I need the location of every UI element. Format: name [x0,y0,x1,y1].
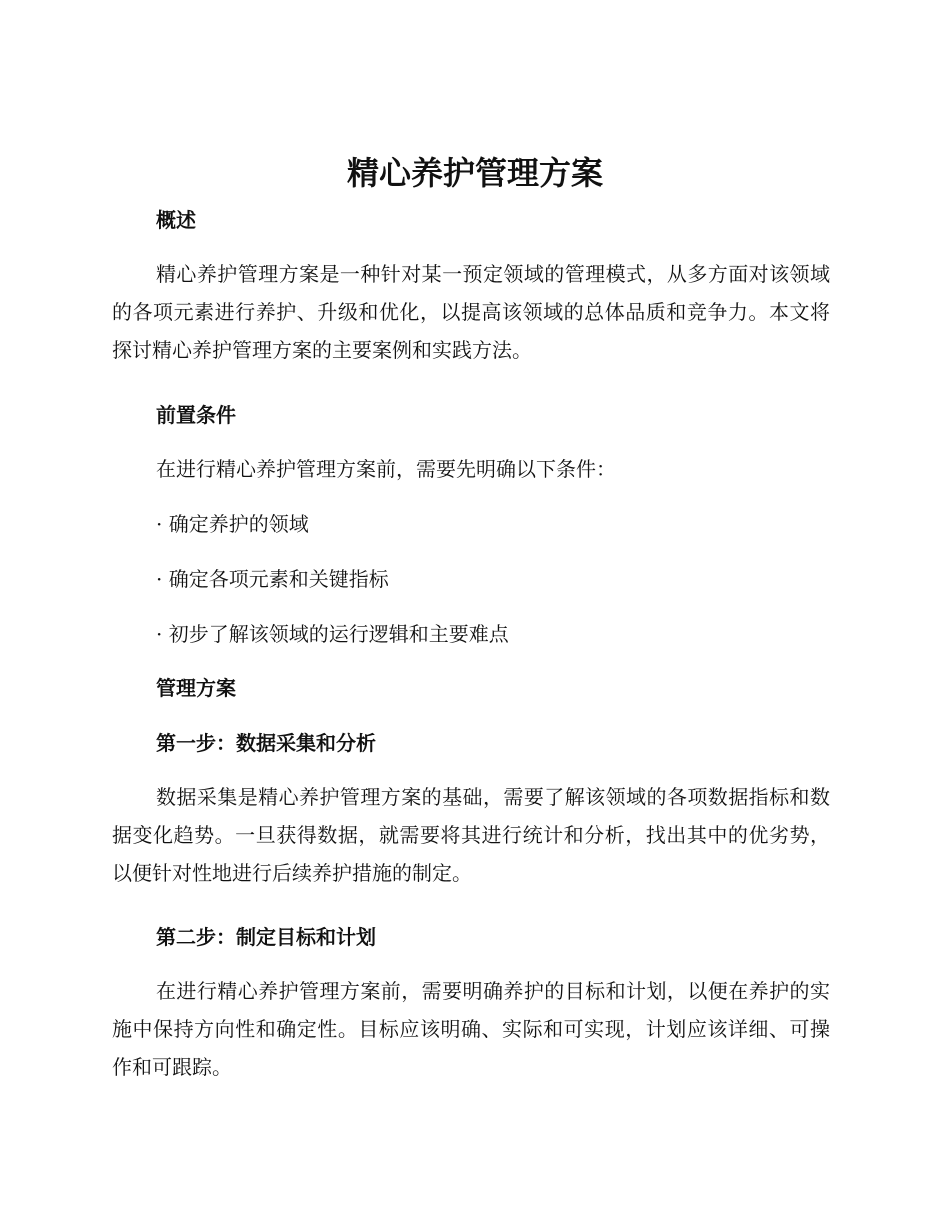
prerequisites-intro: 在进行精心养护管理方案前，需要先明确以下条件： [156,457,616,481]
list-item: · 确定各项元素和关键指标 [156,567,389,591]
section-heading-plan: 管理方案 [156,676,236,700]
paragraph-step1: 数据采集是精心养护管理方案的基础，需要了解该领域的各项数据指标和数据变化趋势。一旦获得数据，就需要将其进行统计和分析，找出其中的优劣势，以便针对性地进行后续养护措施的制定。 [112,785,830,885]
section-heading-prerequisites: 前置条件 [156,403,236,427]
page-title: 精心养护管理方案 [346,154,603,192]
subsection-heading-step1: 第一步：数据采集和分析 [156,731,376,755]
list-item: · 初步了解该领域的运行逻辑和主要难点 [156,622,509,646]
list-item: · 确定养护的领域 [156,512,309,536]
paragraph-overview: 精心养护管理方案是一种针对某一预定领域的管理模式，从多方面对该领域的各项元素进行养护、升级和优化，以提高该领域的总体品质和竞争力。本文将探讨精心养护管理方案的主要案例和实践方法。 [112,262,830,362]
subsection-heading-step2: 第二步：制定目标和计划 [156,925,376,949]
section-heading-overview: 概述 [156,208,196,232]
paragraph-step2: 在进行精心养护管理方案前，需要明确养护的目标和计划，以便在养护的实施中保持方向性和确定性。目标应该明确、实际和可实现，计划应该详细、可操作和可跟踪。 [112,979,830,1079]
